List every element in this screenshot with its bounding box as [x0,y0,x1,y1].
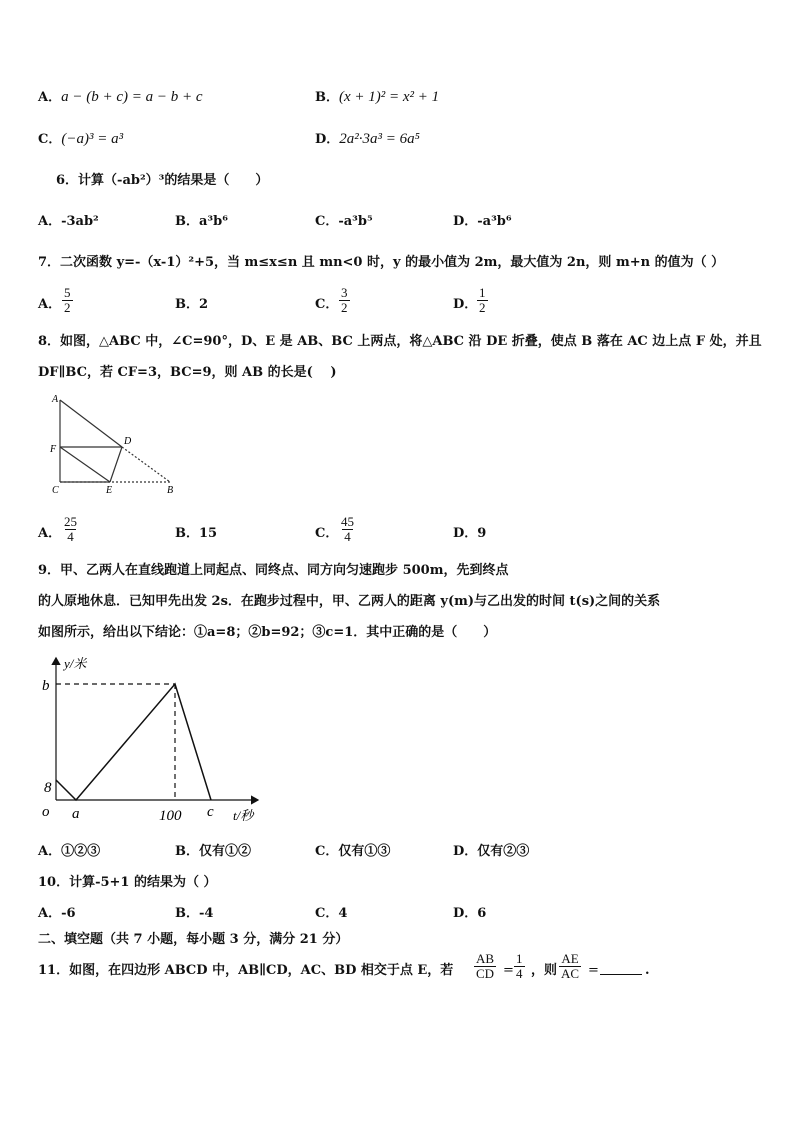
q5-option-c: C．(−a)³ = a³ [38,131,124,147]
q11-fraction-one-quarter: $\frac{1}{4}$ [516,951,523,981]
q9-line3: 如图所示，给出以下结论：①a=8；②b=92；③c=1．其中正确的是（ ） [38,625,497,640]
q8-option-a-fraction: $\frac{25}{4}$ [64,514,77,544]
q10-option-a: A．-6 [38,906,76,921]
q7-option-d-letter: D． [453,297,478,312]
q6-option-a: A．-3ab² [38,214,99,229]
q8-option-c-letter: C． [315,526,339,541]
segment-db [122,447,170,482]
q8-option-d: D．9 [453,526,487,541]
q11-prefix: 11．如图，在四边形 ABCD 中，AB∥CD，AC、BD 相交于点 E，若 [38,963,454,978]
q7-option-b: B．2 [175,297,209,312]
eight-label: 8 [44,780,52,796]
c-label: c [207,804,214,820]
q10-stem: 10．计算-5+1 的结果为（ ） [38,875,217,890]
hundred-label: 100 [159,808,182,824]
origin-label: o [42,804,50,820]
label-d: D [124,436,132,447]
q11-fraction-ab-cd: $\frac{AB}{CD}$ [476,951,495,981]
label-f: F [50,444,57,455]
label-e: E [106,485,113,496]
q7-option-c-letter: C． [315,297,339,312]
q6-stem: 6．计算（-ab²）³的结果是（ ） [56,173,269,188]
label-b: B [167,485,174,496]
q7-option-d-fraction: $\frac{1}{2}$ [479,285,486,315]
q11-equals-2: = [588,963,599,978]
q7-option-a-fraction: $\frac{5}{2}$ [64,285,71,315]
q10-option-b: B．-4 [175,906,214,921]
a-label: a [72,806,80,822]
q7-stem: 7．二次函数 y=-（x-1）²+5，当 m≤x≤n 且 mn<0 时，y 的最小值为 2m，最大值为 2n，则 m+n 的值为（ ） [38,255,725,270]
segment-de [110,447,122,482]
q11-middle: ，则 [531,963,558,978]
q6-option-b: B．a³b⁶ [175,214,228,229]
q8-triangle-figure [40,390,190,502]
x-axis-label: t/秒 [233,808,254,823]
y-axis-label: y/米 [64,656,87,671]
section2-heading: 二、填空题（共 7 小题，每小题 3 分，满分 21 分） [38,932,349,947]
q9-line1: 9．甲、乙两人在直线跑道上同起点、同终点、同方向匀速跑步 500m，先到终点 [38,563,509,578]
b-label: b [42,678,50,694]
q9-option-a: A．①②③ [38,844,101,859]
q8-option-b: B．15 [175,526,218,541]
q9-option-c: C．仅有①③ [315,844,391,859]
q11-equals-1: = [503,963,514,978]
q8-option-a-letter: A． [38,526,62,541]
q6-option-c: C．-a³b⁵ [315,214,373,229]
distance-curve [56,684,211,800]
q5-option-a: A．a − (b + c) = a − b + c [38,89,203,105]
q10-option-c: C．4 [315,906,348,921]
q9-option-b: B．仅有①② [175,844,251,859]
q11-answer-blank[interactable] [600,962,642,981]
label-c: C [52,485,59,496]
label-a: A [52,394,59,405]
q11-end: . [645,963,650,978]
segment-fe [60,447,110,482]
q9-option-d: D．仅有②③ [453,844,530,859]
q6-option-d: D．-a³b⁶ [453,214,512,229]
q8-stem-line1: 8．如图，△ABC 中，∠C=90°，D、E 是 AB、BC 上两点，将△ABC 沿 DE 折叠，使点 B 落在 AC 边上点 F 处，并且 [38,334,762,349]
q9-line2: 的人原地休息．已知甲先出发 2s．在跑步过程中，甲、乙两人的距离 y(m)与乙出发的时间 t(s)之间的关系 [38,594,661,609]
q11-fraction-ae-ac: $\frac{AE}{AC}$ [561,951,580,981]
q7-option-a-letter: A． [38,297,62,312]
segment-ad [60,400,122,447]
q9-distance-time-graph [36,652,276,828]
q5-option-b: B．(x + 1)² = x² + 1 [315,89,440,105]
q5-option-d: D．2a²·3a³ = 6a⁵ [315,131,420,147]
q8-option-c-fraction: $\frac{45}{4}$ [341,514,354,544]
q8-stem-line2: DF∥BC，若 CF=3，BC=9，则 AB 的长是( ) [38,365,337,380]
q10-option-d: D．6 [453,906,487,921]
q7-option-c-fraction: $\frac{3}{2}$ [341,285,348,315]
